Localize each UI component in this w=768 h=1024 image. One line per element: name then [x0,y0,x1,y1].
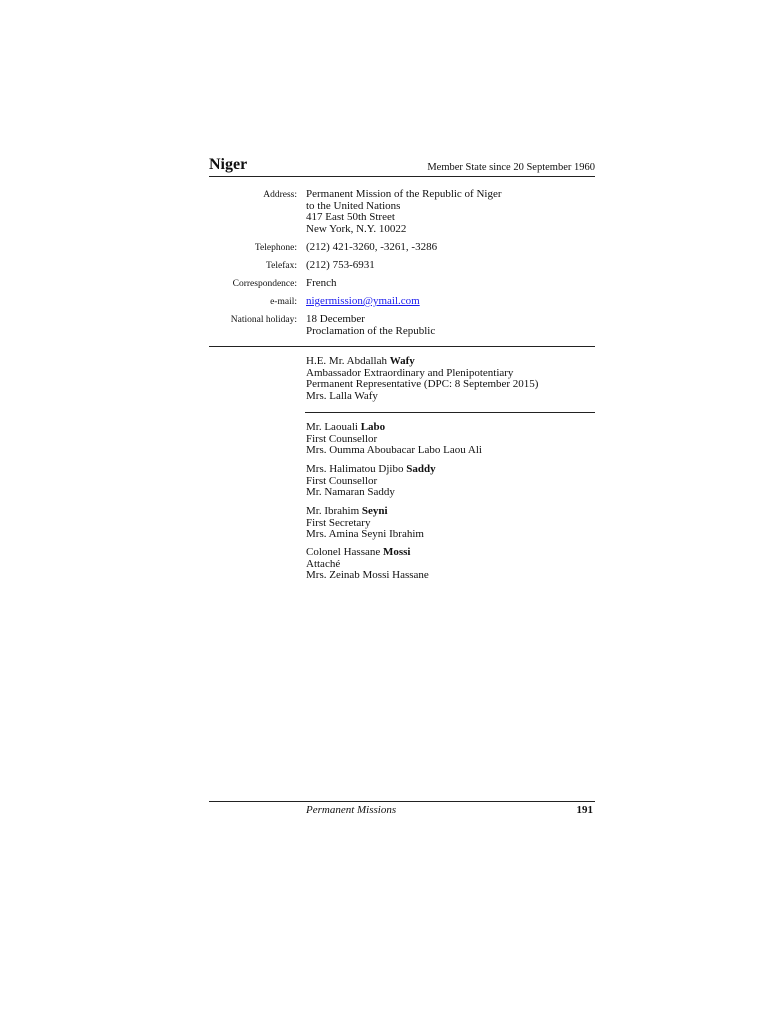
telephone-value: (212) 421-3260, -3261, -3286 [306,241,438,253]
staff-surname: Seyni [361,505,388,517]
staff-entry [306,547,429,582]
staff-name [306,464,436,476]
footer-rule [209,801,595,802]
address-label: Address: [263,190,297,200]
staff-title: First Counsellor [306,474,378,487]
staff-surname: Labo [360,421,386,433]
head-role: Permanent Representative (DPC: 8 September 2015) [306,378,539,391]
email-label: e-mail: [270,297,297,307]
holiday-label: National holiday: [230,315,297,325]
head-spouse: Mrs. Lalla Wafy [306,389,378,402]
address-line: 417 East 50th Street [306,211,395,223]
staff-name [306,506,424,518]
telefax-value: (212) 753-6931 [306,259,375,271]
email-value-wrap [306,296,420,308]
staff-title: First Secretary [306,516,371,529]
address-line: New York, N.Y. 10022 [306,222,407,235]
staff-entry [306,464,436,499]
head-name [306,356,538,368]
head-of-mission [306,356,538,402]
telephone-label: Telephone: [254,243,297,253]
head-name-prefix: H.E. Mr. Abdallah [306,355,390,367]
staff-entry [306,506,424,541]
telefax-label: Telefax: [266,261,297,271]
country-name: Niger [209,156,248,173]
head-surname: Wafy [389,355,415,367]
staff-name [306,422,482,434]
staff-spouse: Mr. Namaran Saddy [306,486,395,499]
holiday-description: Proclamation of the Republic [306,324,436,337]
address-line: Permanent Mission of the Republic of Niger [306,188,502,200]
correspondence-value: French [306,277,337,289]
correspondence-label: Correspondence: [232,279,297,289]
staff-title: Attaché [306,557,341,570]
member-since: Member State since 20 September 1960 [427,162,595,173]
address-value [306,189,502,235]
staff-title: First Counsellor [306,432,378,445]
staff-name-prefix: Colonel Hassane [306,546,383,558]
holiday-value [306,314,435,337]
holiday-date: 18 December [306,313,365,325]
staff-surname: Saddy [406,463,436,475]
head-title: Ambassador Extraordinary and Plenipotentiary [306,366,514,379]
staff-name-prefix: Mr. Ibrahim [306,505,362,517]
footer-title: Permanent Missions [306,804,397,816]
staff-name [306,547,429,559]
staff-name-prefix: Mrs. Halimatou Djibo [306,463,407,475]
section-rule [209,346,595,347]
address-line: to the United Nations [306,199,401,212]
header-rule [209,176,595,177]
page-number: 191 [576,804,593,816]
staff-surname: Mossi [382,546,411,558]
staff-entry [306,422,482,457]
staff-name-prefix: Mr. Laouali [306,421,361,433]
staff-spouse: Mrs. Zeinab Mossi Hassane [306,569,429,582]
email-link[interactable]: nigermission@ymail.com [306,295,420,307]
staff-rule [305,412,595,413]
staff-spouse: Mrs. Amina Seyni Ibrahim [306,528,424,541]
staff-spouse: Mrs. Oumma Aboubacar Labo Laou Ali [306,444,482,457]
